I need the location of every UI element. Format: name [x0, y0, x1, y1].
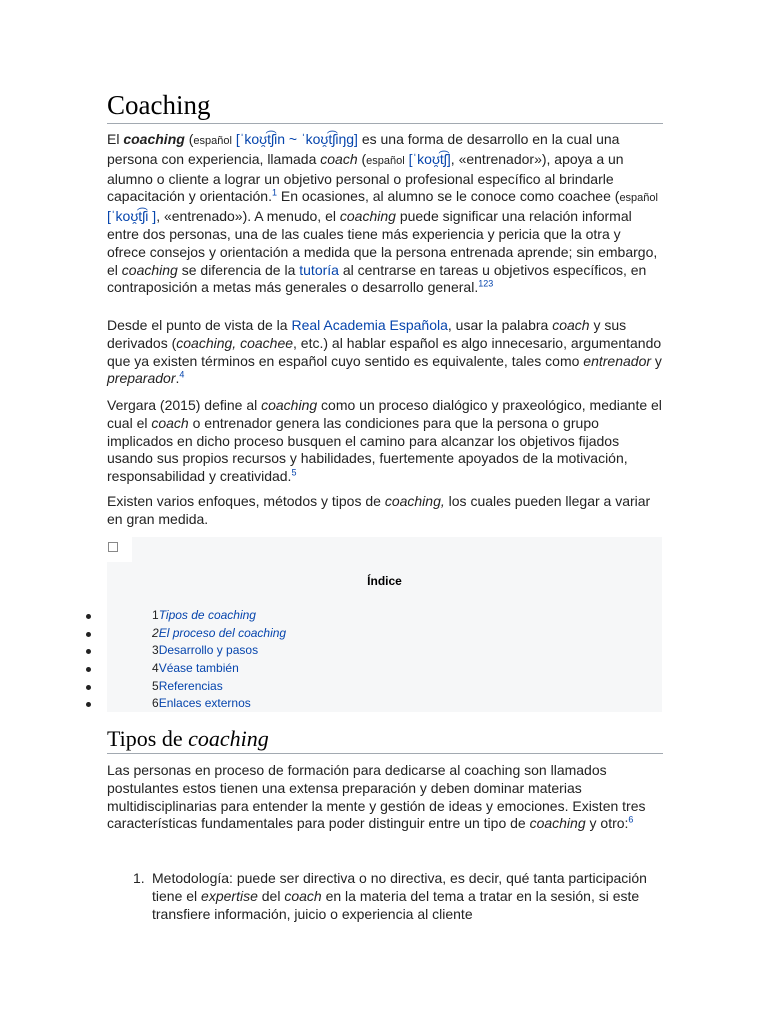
bullet-icon: [86, 685, 91, 690]
lang-label: español: [366, 154, 405, 167]
toc-number: 2: [152, 626, 159, 640]
text: al centrarse en tareas u objetivos específicos, en contraposición a metas más generales o desarrollo general.: [107, 261, 647, 296]
lang-label: español: [619, 192, 658, 205]
text: y: [651, 352, 662, 369]
term: coach: [284, 888, 322, 904]
toc-link[interactable]: El proceso del coaching: [158, 626, 287, 640]
text: o entrenador genera las condiciones para que la persona o grupo implicados en dicho proceso busquen el camino para alcanzar los objetivos fijados usando sus propios recursos y habilidades, fuertemente apoyados de la motivación, responsabilidad y creatividad.: [107, 414, 628, 485]
term: coaching, coachee: [176, 334, 294, 351]
text: , «entrenado»). A menudo, el: [156, 208, 340, 225]
text: Existen varios enfoques, métodos y tipos de: [107, 493, 385, 509]
toc-toggle-checkbox[interactable]: [108, 542, 118, 552]
reference-link[interactable]: 1: [272, 187, 278, 198]
reference-link[interactable]: 5: [291, 467, 297, 478]
term: expertise: [201, 888, 258, 904]
text: del: [257, 888, 285, 904]
bullet-icon: [86, 667, 91, 672]
reference-link[interactable]: 123: [478, 278, 494, 289]
text: en la materia del tema a tratar en la sesión, si este transfiere información, juicio o experiencia al cliente: [152, 888, 640, 922]
heading-text: Tipos de: [107, 726, 189, 751]
bullet-icon: [86, 702, 91, 707]
toc-number: 1: [152, 608, 159, 622]
section-paragraph: [107, 762, 663, 833]
toc-link[interactable]: Referencias: [158, 679, 223, 693]
section-heading: [107, 726, 663, 754]
text: , etc.) al hablar español es algo innecesario, argumentando que ya existen términos en español cuyo sentido es equivalente, tales como: [107, 334, 662, 369]
text: y sus derivados (: [107, 317, 627, 351]
text: , «entrenador»), apoya a un alumno o cliente a lograr un objetivo personal o profesional específico al brindarle capacitación y orientación.: [107, 150, 624, 205]
text: El: [107, 131, 124, 147]
reference-link[interactable]: 6: [628, 814, 634, 825]
toc-title: Índice: [367, 574, 402, 588]
term: coaching: [339, 208, 396, 225]
page-title: Coaching: [107, 88, 663, 124]
term: coach: [151, 414, 189, 431]
bullet-icon: [86, 614, 91, 619]
term: coaching,: [384, 493, 445, 509]
ipa-link[interactable]: [ˈkoʊ̯t͡ʃin ~ ˈkoʊ̯t͡ʃiŋɡ]: [235, 131, 358, 147]
text: como un proceso dialógico y praxeológico, mediante el cual el: [107, 397, 662, 431]
enfoques-paragraph: [107, 493, 663, 529]
term: coach: [320, 150, 358, 167]
heading-term: coaching: [188, 726, 269, 751]
intro-paragraph: [107, 131, 663, 297]
list-number: 1.: [133, 870, 145, 886]
text: es una forma de desarrollo en la cual una persona con experiencia, llamada: [107, 131, 620, 167]
text: Metodología: puede ser directiva o no directiva, es decir, qué tanta participación tiene el: [152, 870, 647, 904]
toc-link[interactable]: Desarrollo y pasos: [158, 643, 259, 657]
bullet-icon: [86, 649, 91, 654]
text: Vergara (2015) define al: [107, 397, 262, 413]
rae-paragraph: [107, 317, 663, 388]
lang-label: español: [193, 135, 232, 147]
text: En ocasiones, al alumno se le conoce como coachee (: [277, 188, 620, 205]
toc-link[interactable]: Véase también: [158, 661, 239, 675]
reference-link[interactable]: 4: [179, 369, 185, 380]
text: (: [357, 150, 367, 167]
term: coach: [552, 317, 590, 333]
term: coaching: [123, 131, 185, 147]
term: coaching: [121, 261, 178, 278]
term: entrenador: [583, 352, 652, 369]
toc-number: 3: [152, 643, 159, 657]
tutoria-link[interactable]: tutoría: [299, 261, 339, 278]
text: los cuales pueden llegar a variar en gran medida.: [107, 493, 651, 527]
toc-number: 5: [152, 679, 159, 693]
toc-link[interactable]: Tipos de coaching: [158, 608, 256, 622]
ipa-link[interactable]: [ˈkoʊ̯t͡ʃi ]: [107, 208, 157, 225]
term: coaching: [261, 397, 318, 413]
text: se diferencia de la: [177, 261, 300, 278]
rae-link[interactable]: Real Academia Española: [291, 317, 448, 333]
vergara-paragraph: [107, 397, 663, 486]
text: Desde el punto de vista de la: [107, 317, 292, 333]
term: preparador: [107, 370, 176, 387]
text: .: [175, 370, 180, 387]
term: coaching: [529, 815, 586, 832]
toc-number: 6: [152, 696, 159, 710]
text: Las personas en proceso de formación para dedicarse al coaching son llamados postulantes estos tienen una extensa preparación y deben dominar materias multidisciplinarias para entender la mente y gestión de ideas y emociones. Existen tres características fundamentales para poder distinguir entre un tipo de: [107, 762, 646, 832]
text: (: [184, 131, 194, 147]
bullet-icon: [86, 632, 91, 637]
toc-number: 4: [152, 661, 159, 675]
text: y otro:: [585, 815, 629, 832]
list-item-text: [152, 869, 657, 923]
text: , usar la palabra: [447, 317, 553, 333]
text: puede significar una relación informal entre dos personas, una de las cuales tiene más experiencia y pericia que la otra y ofrece consejos y orientación a medida que la persona entrenada aprende; sin embargo, el: [107, 208, 658, 278]
ipa-link[interactable]: [ˈkoʊ̯t͡ʃ]: [408, 150, 451, 167]
toc-link[interactable]: Enlaces externos: [158, 696, 251, 710]
